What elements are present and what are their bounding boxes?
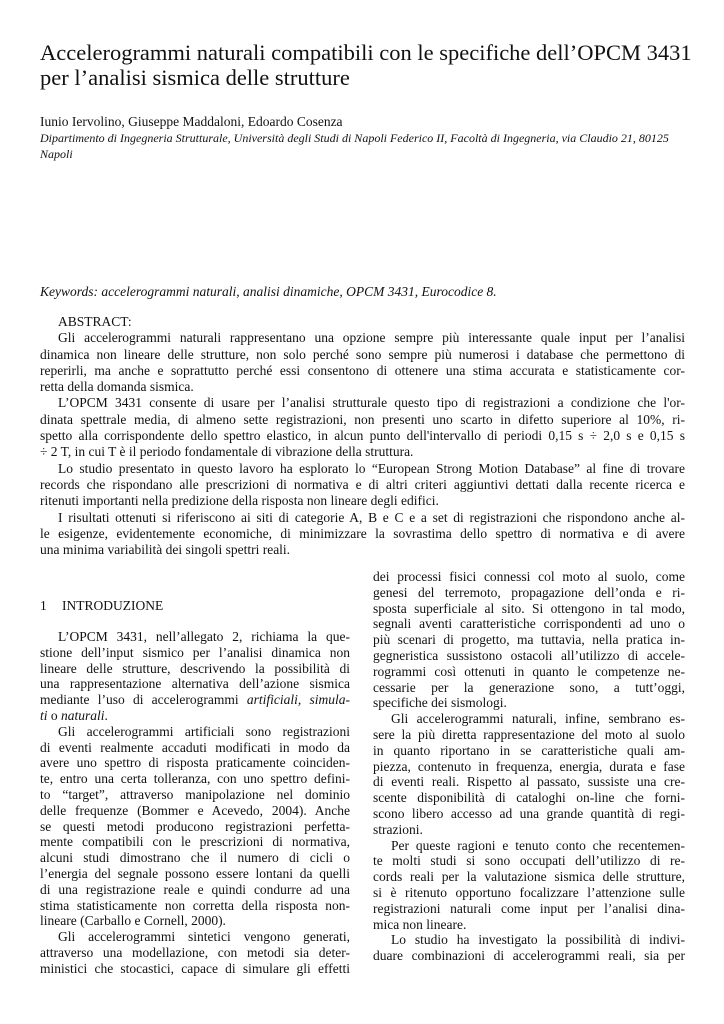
text-line: scente disponibilità di cataloghi on-line che forni-	[373, 790, 685, 806]
paragraph	[373, 932, 685, 964]
paragraph	[373, 711, 685, 837]
abstract	[40, 314, 685, 558]
title-line: Accelerogrammi naturali compatibili con le specifiche dell’OPCM 3431	[40, 40, 692, 65]
text-line: scono libero accesso ad una grande quantità di regi-	[373, 805, 685, 821]
text-segment: mediante l’uso di accelerogrammi	[40, 692, 247, 708]
text-line: te molti studi si sono occupati dell’utilizzo di re-	[373, 853, 685, 869]
text-line: specifiche dei sismologi.	[373, 695, 507, 711]
text-line: stima statisticamente non corretta della risposta non-	[40, 897, 350, 913]
abstract-body	[40, 330, 685, 558]
text-line: L’OPCM 3431 consente di usare per l’analisi strutturale questo tipo di registrazioni a condizione che l'or-	[58, 395, 685, 411]
text-line: spetto alla corrispondente dello spettro elastico, in alcun punto dell'intervallo di periodi 0,15 s ÷ 2,0 s e 0,15 s	[40, 428, 685, 444]
text-line: dinamica non lineare delle strutture, non solo perché sono sempre più numerosi i database che permettono di	[40, 346, 685, 362]
right-column	[373, 569, 685, 964]
text-line	[40, 708, 350, 724]
text-line: cessarie per la generazione sono, a tutt’oggi,	[373, 679, 685, 695]
text-line: si è ritenuto opportuno focalizzare l’attenzione sulle	[373, 884, 685, 900]
text-line: di una registrazione reale e quindi condurre ad una	[40, 881, 350, 897]
text-line: di eventi reali. Rispetto al passato, sussiste una cre-	[373, 774, 685, 790]
title-line: per l’analisi sismica delle strutture	[40, 65, 350, 90]
text-line: Per queste ragioni e tenuto conto che recentemen-	[391, 837, 685, 853]
text-line: L’OPCM 3431, nell’allegato 2, richiama la que-	[58, 629, 350, 644]
text-line: sere la più diretta rappresentazione del moto al suolo	[373, 726, 685, 742]
text-line: ÷ 2 T, in cui T è il periodo fondamentale di vibrazione della struttura.	[40, 444, 414, 460]
text-line: mica non lineare.	[373, 916, 467, 932]
text-line: records che rispondano alle prescrizioni di normativa e di altri criteri aggiuntivi dettati dalla recente ricerca e	[40, 476, 685, 492]
text-line: strazioni.	[373, 821, 423, 837]
text-line: dei processi fisici connessi col moto al suolo, come	[373, 569, 685, 584]
text-line: gegneristica sussistono ostacoli all’utilizzo di accele-	[373, 647, 685, 663]
text-line: avere uno spettro di risposta praticamente coinciden-	[40, 755, 350, 771]
affiliation-line: Dipartimento di Ingegneria Strutturale, Università degli Studi di Napoli Federico II, Facoltà di Ingegneria, via Claudio 21, 80125	[40, 131, 669, 145]
text-line: attraverso una modellazione, con metodi sia deter-	[40, 944, 350, 960]
paragraph	[40, 395, 685, 460]
paragraph	[373, 569, 685, 711]
text-line: duare combinazioni di accelerogrammi reali, sia per	[373, 948, 685, 964]
affiliation	[40, 130, 690, 162]
text-line: alcuni studi dimostrano che il numero di cicli o	[40, 850, 350, 866]
text-line: Gli accelerogrammi naturali, infine, sembrano es-	[391, 711, 685, 727]
paragraph	[373, 838, 685, 933]
text-line: mente compatibili con le prescrizioni di normativa,	[40, 834, 350, 850]
text-segment: .	[104, 707, 108, 723]
text-line: sposta superficiale al sito. Si ottengono in tal modo,	[373, 600, 685, 616]
text-line: le esigenze, evidentemente economiche, di minimizzare la sovrastima dello spettro di normativa e di avere	[40, 525, 685, 541]
text-line: Gli accelerogrammi sintetici vengono generati,	[58, 929, 350, 945]
text-line: genesi del terremoto, propagazione dell’onda e ri-	[373, 584, 685, 600]
text-line: di eventi realmente accaduti modificati in modo da	[40, 739, 350, 755]
text-line: se questi metodi producono registrazioni perfetta-	[40, 818, 350, 834]
italic-text: ti	[40, 707, 48, 723]
text-line: dinata spettrale media, di almeno sette registrazioni, non presenti uno scarto in difetto superiore al 10%, ri-	[40, 411, 685, 427]
paper-title	[40, 40, 700, 90]
text-line: piezza, contenuto in frequenza, energia, durata e fase	[373, 758, 685, 774]
text-line: in quanto riportano in se caratteristiche quali am-	[373, 742, 685, 758]
text-line: lineare delle strutture, descrivendo la possibilità di	[40, 660, 350, 676]
section-title: INTRODUZIONE	[62, 598, 164, 613]
text-line: stione dell’input sismico per l’analisi dinamica non	[40, 644, 350, 660]
text-line: rogrammi così ottenuti in quanto le competenze ne-	[373, 663, 685, 679]
text-line: segnali aventi caratteristiche corrispondenti ad uno o	[373, 616, 685, 632]
section-heading	[40, 598, 163, 614]
paragraph	[40, 510, 685, 559]
abstract-heading: ABSTRACT:	[58, 314, 132, 329]
text-line: Lo studio presentato in questo lavoro ha esplorato lo “European Strong Motion Database” al fine di trovare	[58, 460, 685, 476]
text-line: I risultati ottenuti si riferiscono ai siti di categorie A, B e C e a set di registrazioni che rispondono anche al-	[58, 509, 685, 525]
text-line: to “target”, attraverso manipolazione nel dominio	[40, 786, 350, 802]
text-line: Gli accelerogrammi naturali rappresentano una opzione sempre più interessante quale input per l’analisi	[58, 330, 685, 346]
text-line: una rappresentazione alternativa dell’azione sismica	[40, 676, 350, 692]
authors: Iunio Iervolino, Giuseppe Maddaloni, Edoardo Cosenza	[40, 114, 343, 129]
text-line	[40, 692, 350, 708]
text-line: retta della domanda sismica.	[40, 379, 194, 395]
paragraph	[40, 330, 685, 395]
paragraph	[40, 724, 350, 929]
paragraph	[40, 929, 350, 976]
text-line: più scenari di progetto, ma tuttavia, nella pratica in-	[373, 632, 685, 648]
text-line: reperirli, ma anche e soprattutto perché essi consentono di ottenere una stima accurata e statisticamente cor-	[40, 362, 685, 378]
affiliation-line: Napoli	[40, 147, 73, 161]
text-line: te, entro una certa tolleranza, con uno spettro defini-	[40, 771, 350, 787]
left-column	[40, 629, 350, 977]
text-segment: o	[47, 707, 62, 723]
text-line: lineare (Carballo e Cornell, 2000).	[40, 913, 226, 929]
paragraph	[40, 461, 685, 510]
text-line: ministici che stocastici, capace di simulare gli effetti	[40, 960, 350, 976]
text-line: ritenuti importanti nella predizione della risposta non lineare degli edifici.	[40, 493, 439, 509]
paragraph	[40, 629, 350, 724]
section-number: 1	[40, 598, 47, 613]
text-line: l’energia del segnale possono essere lontani da quelli	[40, 865, 350, 881]
text-line: Lo studio ha investigato la possibilità di indivi-	[391, 932, 685, 948]
keywords: Keywords: accelerogrammi naturali, analisi dinamiche, OPCM 3431, Eurocodice 8.	[40, 284, 497, 299]
text-line: registrazioni naturali come input per l’analisi dina-	[373, 900, 685, 916]
text-line: cords reali per la valutazione sismica delle strutture,	[373, 869, 685, 885]
text-line: una minima variabilità dei singoli spettri reali.	[40, 542, 291, 558]
text-line: delle frequenze (Bommer e Acevedo, 2004). Anche	[40, 802, 350, 818]
italic-text: naturali	[61, 707, 105, 723]
text-line: Gli accelerogrammi artificiali sono registrazioni	[58, 723, 350, 739]
italic-text: artificiali, simula-	[246, 692, 350, 708]
